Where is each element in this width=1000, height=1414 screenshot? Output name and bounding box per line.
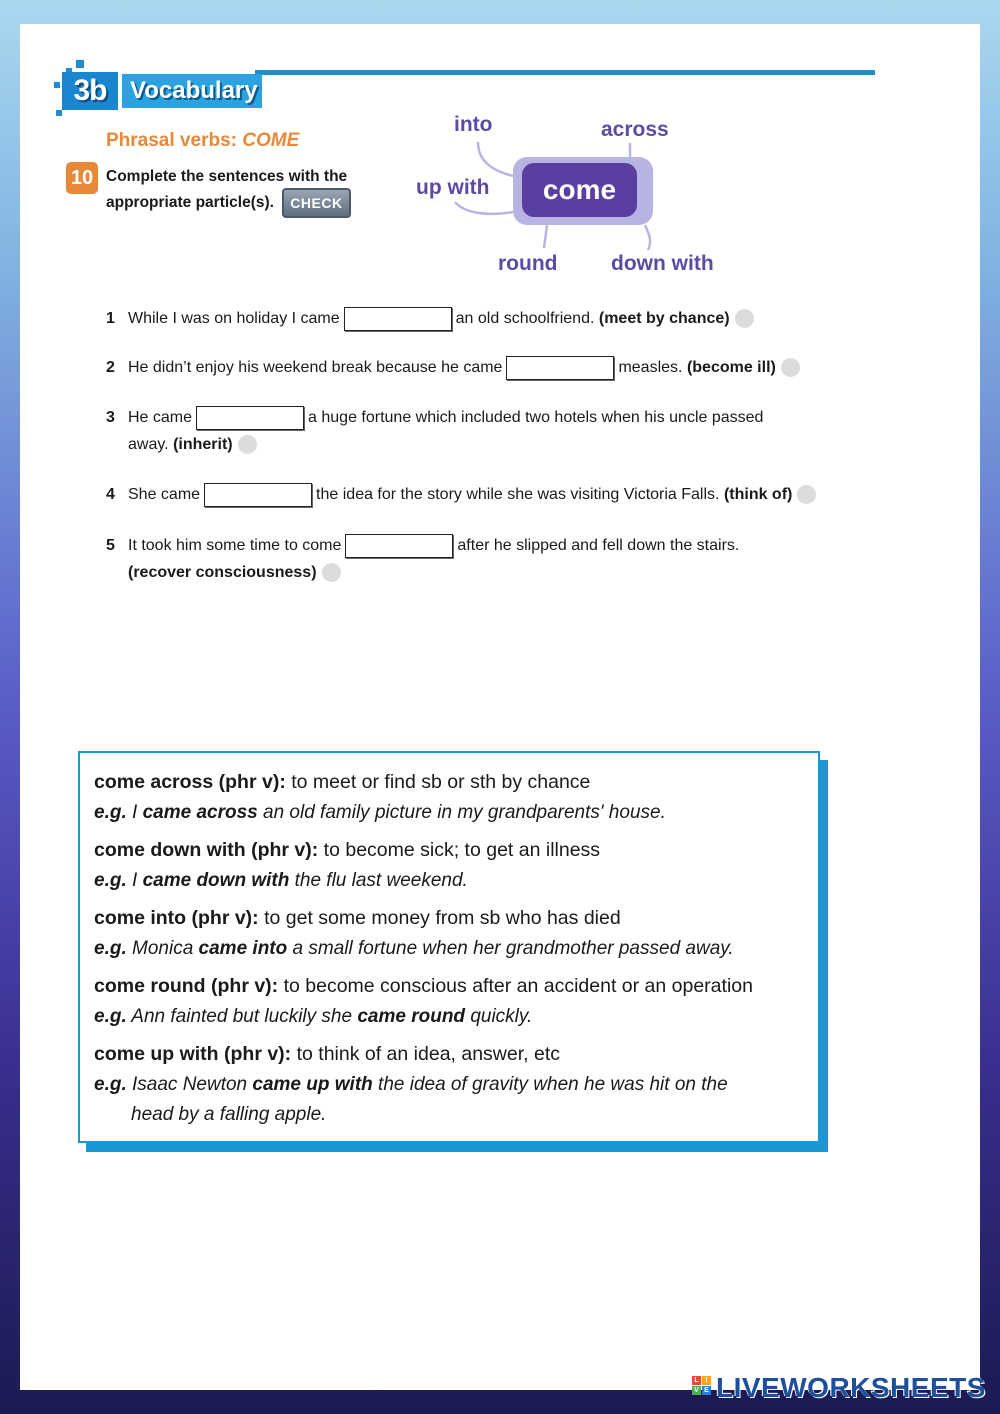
- logo-text: LIVEWORKSHEETS: [716, 1372, 986, 1403]
- answer-input-3[interactable]: [196, 406, 304, 430]
- logo-letter-i: I: [702, 1376, 711, 1385]
- logo-letter-v: V: [692, 1386, 701, 1395]
- section-title: Vocabulary: [122, 74, 262, 108]
- particle-across: across: [601, 118, 669, 141]
- particle-round: round: [498, 252, 558, 275]
- example-come-down-with: e.g. I came down with the flu last weekend.: [94, 870, 468, 891]
- answer-input-2[interactable]: [506, 356, 614, 380]
- sentence-number: 5: [106, 537, 115, 554]
- particle-up-with: up with: [416, 176, 490, 199]
- sentence-2: 2 He didn’t enjoy his weekend break because he came measles. (become ill): [106, 354, 866, 381]
- definition-come-up-with: come up with (phr v): to think of an idea, answer, etc: [94, 1043, 561, 1065]
- answer-input-4[interactable]: [204, 483, 312, 507]
- sentence-3: 3 He came a huge fortune which included two hotels when his uncle passed away. (inherit): [106, 404, 866, 458]
- sentence-4: 4 She came the idea for the story while she was visiting Victoria Falls. (think of): [106, 481, 866, 508]
- example-come-up-with: e.g. Isaac Newton came up with the idea of gravity when he was hit on the head by a falling apple.: [94, 1074, 728, 1125]
- sentence-number: 4: [106, 486, 115, 503]
- come-bubble: come: [522, 163, 637, 217]
- definition-come-down-with: come down with (phr v): to become sick; to get an illness: [94, 839, 601, 861]
- subtitle: Phrasal verbs: COME: [106, 130, 300, 151]
- particle-down-with: down with: [611, 252, 714, 275]
- header-rule: [255, 70, 875, 75]
- definition-come-across: come across (phr v): to meet or find sb or sth by chance: [94, 771, 591, 793]
- hint: (meet by chance): [598, 310, 730, 327]
- logo-letter-l: L: [692, 1376, 701, 1385]
- definition-box: [78, 751, 820, 1143]
- hint: (become ill): [686, 359, 776, 376]
- logo-letter-e: E: [702, 1386, 711, 1395]
- particle-into: into: [454, 113, 493, 136]
- instruction-text: Complete the sentences with the appropriate particle(s).: [106, 168, 348, 212]
- sentence-number: 3: [106, 409, 115, 426]
- sentence-5: 5 It took him some time to come after he slipped and fell down the stairs. (recover consciousness): [106, 532, 866, 586]
- sentence-number: 1: [106, 310, 115, 327]
- status-indicator: [797, 485, 816, 504]
- example-come-round: e.g. Ann fainted but luckily she came round quickly.: [94, 1006, 533, 1027]
- hint: (inherit): [173, 436, 233, 453]
- unit-badge: 3b: [62, 72, 118, 110]
- exercise-instruction: [106, 166, 376, 218]
- worksheet-page: [20, 24, 980, 1390]
- definition-come-round: come round (phr v): to become conscious after an accident or an operation: [94, 975, 753, 997]
- status-indicator: [238, 435, 257, 454]
- hint: (think of): [723, 486, 793, 503]
- answer-input-5[interactable]: [345, 534, 453, 558]
- status-indicator: [735, 309, 754, 328]
- check-button[interactable]: CHECK: [282, 188, 350, 218]
- exercise-number: 10: [66, 162, 98, 194]
- example-come-across: e.g. I came across an old family picture in my grandparents' house.: [94, 802, 666, 823]
- hint: (recover consciousness): [128, 564, 317, 581]
- example-come-into: e.g. Monica came into a small fortune when her grandmother passed away.: [94, 938, 734, 959]
- status-indicator: [322, 563, 341, 582]
- definition-come-into: come into (phr v): to get some money from sb who has died: [94, 907, 621, 929]
- sentence-1: 1 While I was on holiday I came an old schoolfriend. (meet by chance): [106, 305, 866, 332]
- sentence-number: 2: [106, 359, 115, 376]
- answer-input-1[interactable]: [344, 307, 452, 331]
- status-indicator: [781, 358, 800, 377]
